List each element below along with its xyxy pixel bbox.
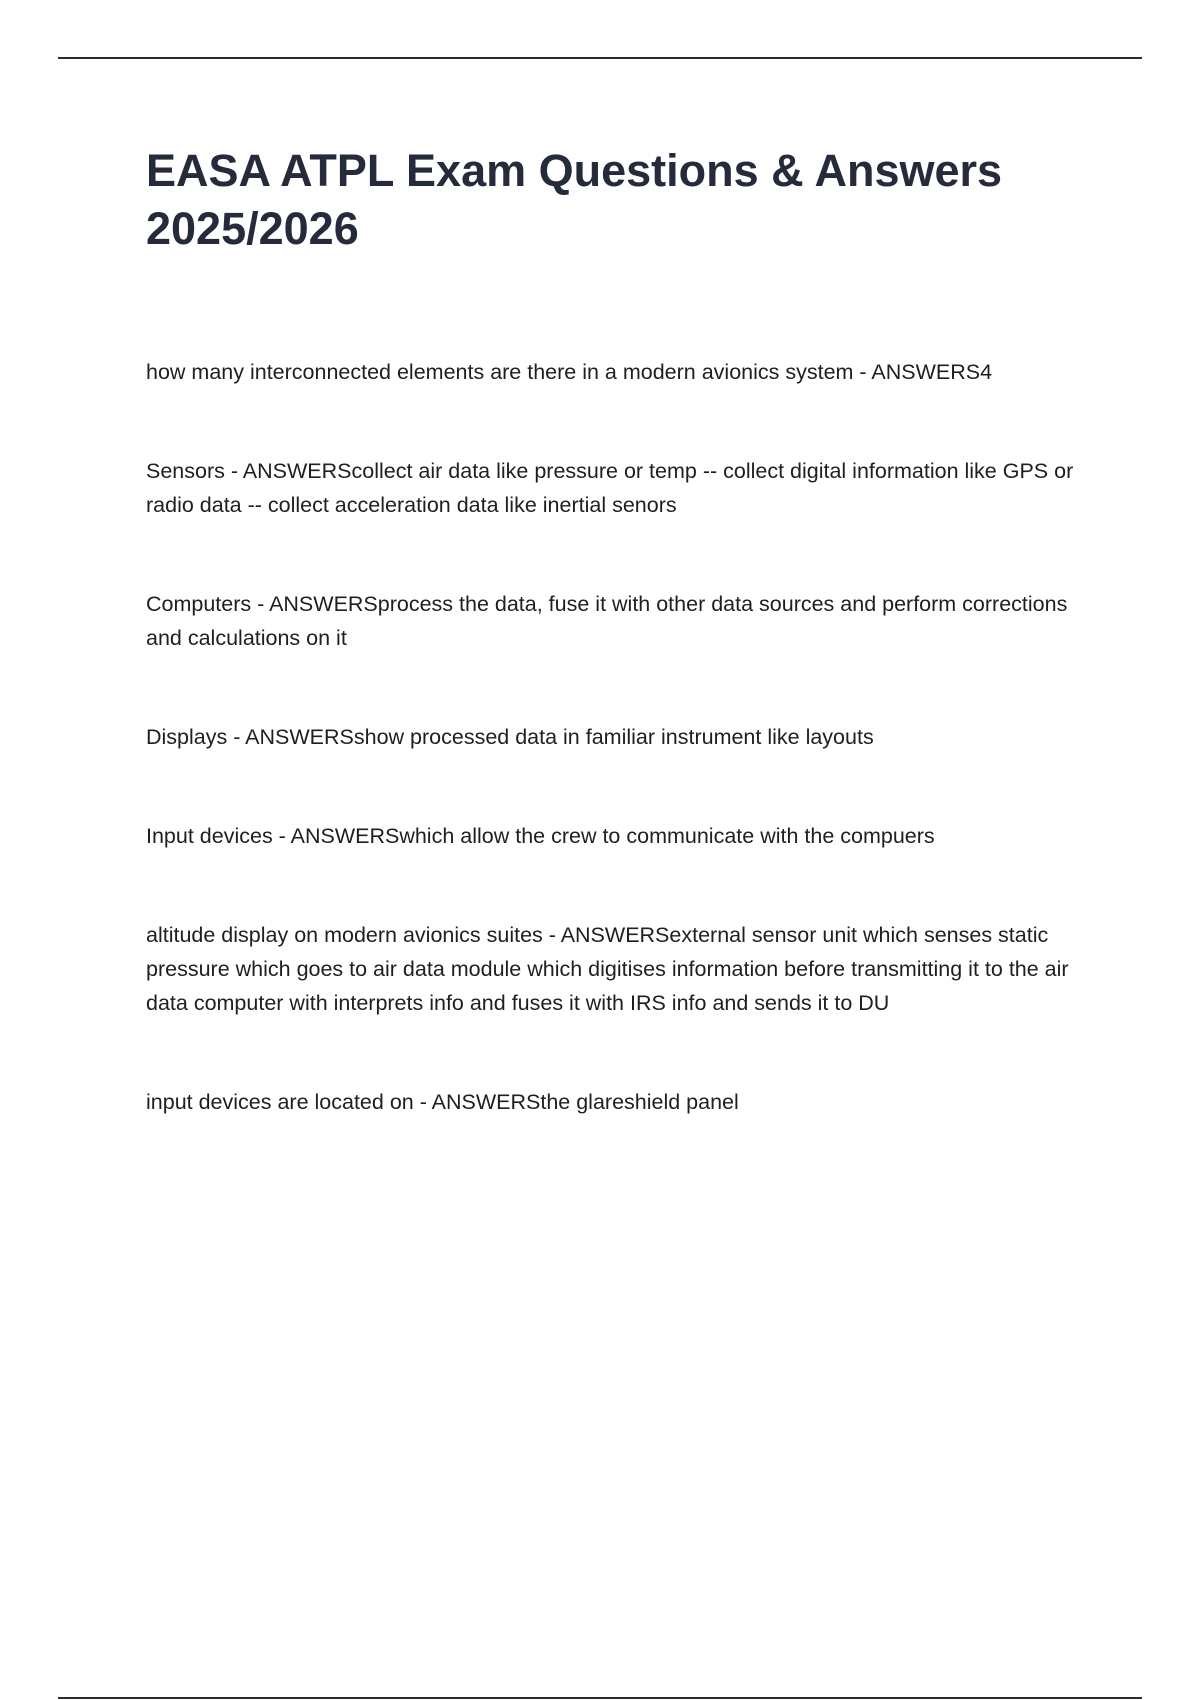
qa-item: how many interconnected elements are there in a modern avionics system - ANSWERS4 [146,360,993,384]
qa-item: input devices are located on - ANSWERSthe glareshield panel [146,1090,739,1114]
top-divider [58,57,1142,59]
qa-list [146,355,1096,1184]
qa-item: Input devices - ANSWERSwhich allow the crew to communicate with the compuers [146,824,935,848]
qa-item: Sensors - ANSWERScollect air data like pressure or temp -- collect digital information like GPS or radio data -- collect acceleration data like inertial senors [146,459,1074,517]
document-title: EASA ATPL Exam Questions & Answers 2025/2026 [146,145,1003,254]
qa-item: altitude display on modern avionics suites - ANSWERSexternal sensor unit which senses static pressure which goes to air data module which digitises information before transmitting it to the air data computer with interprets info and fuses it with IRS info and sends it to DU [146,923,1069,1015]
qa-item: Computers - ANSWERSprocess the data, fuse it with other data sources and perform corrections and calculations on it [146,592,1068,650]
bottom-divider [58,1697,1142,1699]
qa-item: Displays - ANSWERSshow processed data in familiar instrument like layouts [146,725,874,749]
